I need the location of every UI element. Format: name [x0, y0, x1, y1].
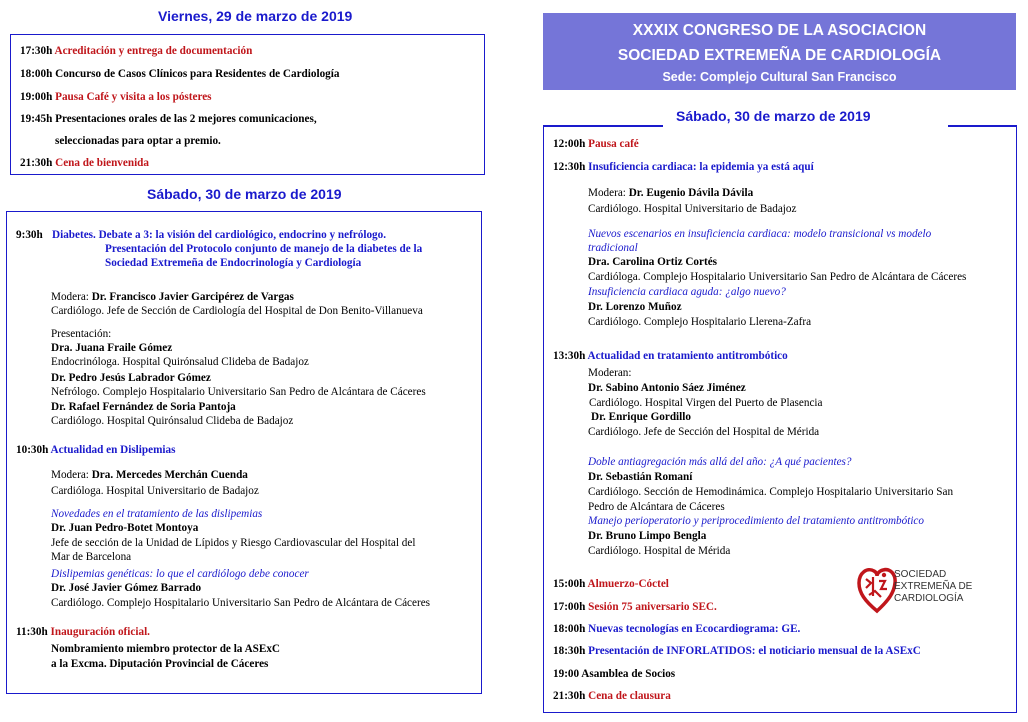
schedule-item: 19:45h Presentaciones orales de las 2 mejores comunicaciones,: [20, 113, 317, 125]
schedule-item: seleccionadas para optar a premio.: [55, 135, 221, 147]
congress-banner: [543, 13, 1016, 90]
moderator-name: Dr. Sabino Antonio Sáez Jiménez: [588, 382, 746, 394]
session-detail: a la Excma. Diputación Provincial de Cáceres: [51, 658, 269, 670]
moderator-role: Cardiólogo. Jefe de Sección de Cardiología del Hospital de Don Benito-Villanueva: [51, 305, 423, 317]
session-time: 13:30h Actualidad en tratamiento antitrombótico: [553, 350, 788, 362]
talk-title: Novedades en el tratamiento de las dislipemias: [51, 508, 263, 520]
saturday-title-right: Sábado, 30 de marzo de 2019: [676, 108, 871, 124]
friday-title: Viernes, 29 de marzo de 2019: [158, 8, 353, 24]
moderator-role: Cardiólogo. Jefe de Sección del Hospital de Mérida: [588, 426, 820, 438]
moderator-role: Cardióloga. Hospital Universitario de Badajoz: [51, 485, 259, 497]
speaker-role: Cardiólogo. Hospital Quirónsalud Clideba de Badajoz: [51, 415, 294, 427]
session-subtitle: Sociedad Extremeña de Endocrinología y Cardiología: [105, 257, 362, 269]
talk-title: tradicional: [588, 242, 638, 254]
talk-title: Dislipemias genéticas: lo que el cardiólogo debe conocer: [51, 568, 309, 580]
speaker-role: Cardiólogo. Hospital de Mérida: [588, 545, 731, 557]
moderator: Modera: Dr. Francisco Javier Garcipérez de Vargas: [51, 291, 294, 303]
speaker-name: Dr. José Javier Gómez Barrado: [51, 582, 202, 594]
logo-line: CARDIOLOGÍA: [894, 593, 964, 604]
speaker-role: Jefe de sección de la Unidad de Lípidos y Riesgo Cardiovascular del Hospital del: [51, 537, 416, 549]
speaker-name: Dr. Bruno Limpo Bengla: [588, 530, 707, 542]
speaker-name: Dra. Juana Fraile Gómez: [51, 342, 173, 354]
session-time: 21:30h Cena de clausura: [553, 690, 671, 702]
session-time: 10:30h Actualidad en Dislipemias: [16, 444, 176, 456]
speaker-role: Cardióloga. Complejo Hospitalario Universitario San Pedro de Alcántara de Cáceres: [588, 271, 967, 283]
heart-logo-icon: [857, 563, 897, 617]
banner-title: XXXIX CONGRESO DE LA ASOCIACION: [632, 22, 927, 39]
moderator-role: Cardiólogo. Hospital Virgen del Puerto de Plasencia: [589, 397, 823, 409]
saturday-title-left: Sábado, 30 de marzo de 2019: [147, 186, 342, 202]
saturday-schedule-box-left: [6, 211, 482, 694]
friday-schedule-box: [10, 34, 485, 175]
banner-venue: Sede: Complejo Cultural San Francisco: [662, 70, 897, 84]
session-time: 18:30h Presentación de INFORLATIDOS: el noticiario mensual de la ASExC: [553, 645, 921, 657]
session-time: 11:30h Inauguración oficial.: [16, 626, 150, 638]
speaker-role: Mar de Barcelona: [51, 551, 132, 563]
session-time: 12:00h Pausa café: [553, 138, 639, 150]
schedule-item: 17:30h Acreditación y entrega de documentación: [20, 45, 253, 57]
speaker-name: Dr. Juan Pedro-Botet Montoya: [51, 522, 199, 534]
speaker-name: Dra. Carolina Ortiz Cortés: [588, 256, 718, 268]
speaker-name: Dr. Rafael Fernández de Soria Pantoja: [51, 401, 236, 413]
moderator-role: Cardiólogo. Hospital Universitario de Badajoz: [588, 203, 797, 215]
moderator: Modera: Dr. Eugenio Dávila Dávila: [588, 187, 754, 199]
speaker-name: Dr. Sebastián Romaní: [588, 471, 693, 483]
schedule-item: 18:00h Concurso de Casos Clínicos para Residentes de Cardiología: [20, 68, 340, 80]
speaker-name: Dr. Lorenzo Muñoz: [588, 301, 682, 313]
session-time: 17:00h Sesión 75 aniversario SEC.: [553, 601, 717, 613]
talk-title: Doble antiagregación más allá del año: ¿A qué pacientes?: [588, 456, 852, 468]
speaker-name: Dr. Pedro Jesús Labrador Gómez: [51, 372, 211, 384]
session-detail: Nombramiento miembro protector de la ASExC: [51, 643, 281, 655]
speaker-role: Cardiólogo. Complejo Hospitalario Llerena-Zafra: [588, 316, 812, 328]
logo-text: [894, 569, 972, 605]
presentation-label: Presentación:: [51, 328, 112, 340]
session-time: 15:00h Almuerzo-Cóctel: [553, 578, 669, 590]
speaker-role: Cardiólogo. Sección de Hemodinámica. Complejo Hospitalario Universitario San: [588, 486, 954, 498]
session-subtitle: Presentación del Protocolo conjunto de manejo de la diabetes de la: [105, 243, 423, 255]
speaker-role: Pedro de Alcántara de Cáceres: [588, 501, 725, 513]
logo-line: EXTREMEÑA DE: [894, 581, 973, 592]
moderators-label: Moderan:: [588, 367, 632, 379]
talk-title: Insuficiencia cardiaca aguda: ¿algo nuevo?: [588, 286, 786, 298]
schedule-item: 19:00h Pausa Café y visita a los pósteres: [20, 91, 212, 103]
banner-subtitle: SOCIEDAD EXTREMEÑA DE CARDIOLOGÍA: [617, 47, 942, 64]
session-time: 18:00h Nuevas tecnologías en Ecocardiograma: GE.: [553, 623, 801, 635]
schedule-item: 21:30h Cena de bienvenida: [20, 157, 149, 169]
speaker-role: Endocrinóloga. Hospital Quirónsalud Clideba de Badajoz: [51, 356, 309, 368]
speaker-role: Cardiólogo. Complejo Hospitalario Universitario San Pedro de Alcántara de Cáceres: [51, 597, 431, 609]
logo-line: SOCIEDAD: [894, 569, 947, 580]
session-time: 12:30h Insuficiencia cardiaca: la epidemia ya está aquí: [553, 161, 814, 173]
session-time: 19:00 Asamblea de Socios: [553, 668, 676, 680]
society-logo: [857, 563, 972, 621]
saturday-schedule-box-right: [543, 125, 1017, 713]
session-title: Diabetes. Debate a 3: la visión del cardiológico, endocrino y nefrólogo.: [52, 229, 387, 241]
moderator: Modera: Dra. Mercedes Merchán Cuenda: [51, 469, 248, 481]
session-time: 9:30h: [16, 229, 43, 241]
moderator-name: Dr. Enrique Gordillo: [591, 411, 691, 423]
speaker-role: Nefrólogo. Complejo Hospitalario Universitario San Pedro de Alcántara de Cáceres: [51, 386, 426, 398]
talk-title: Nuevos escenarios en insuficiencia cardiaca: modelo transicional vs modelo: [588, 228, 932, 240]
talk-title: Manejo perioperatorio y periprocedimiento del tratamiento antitrombótico: [588, 515, 924, 527]
